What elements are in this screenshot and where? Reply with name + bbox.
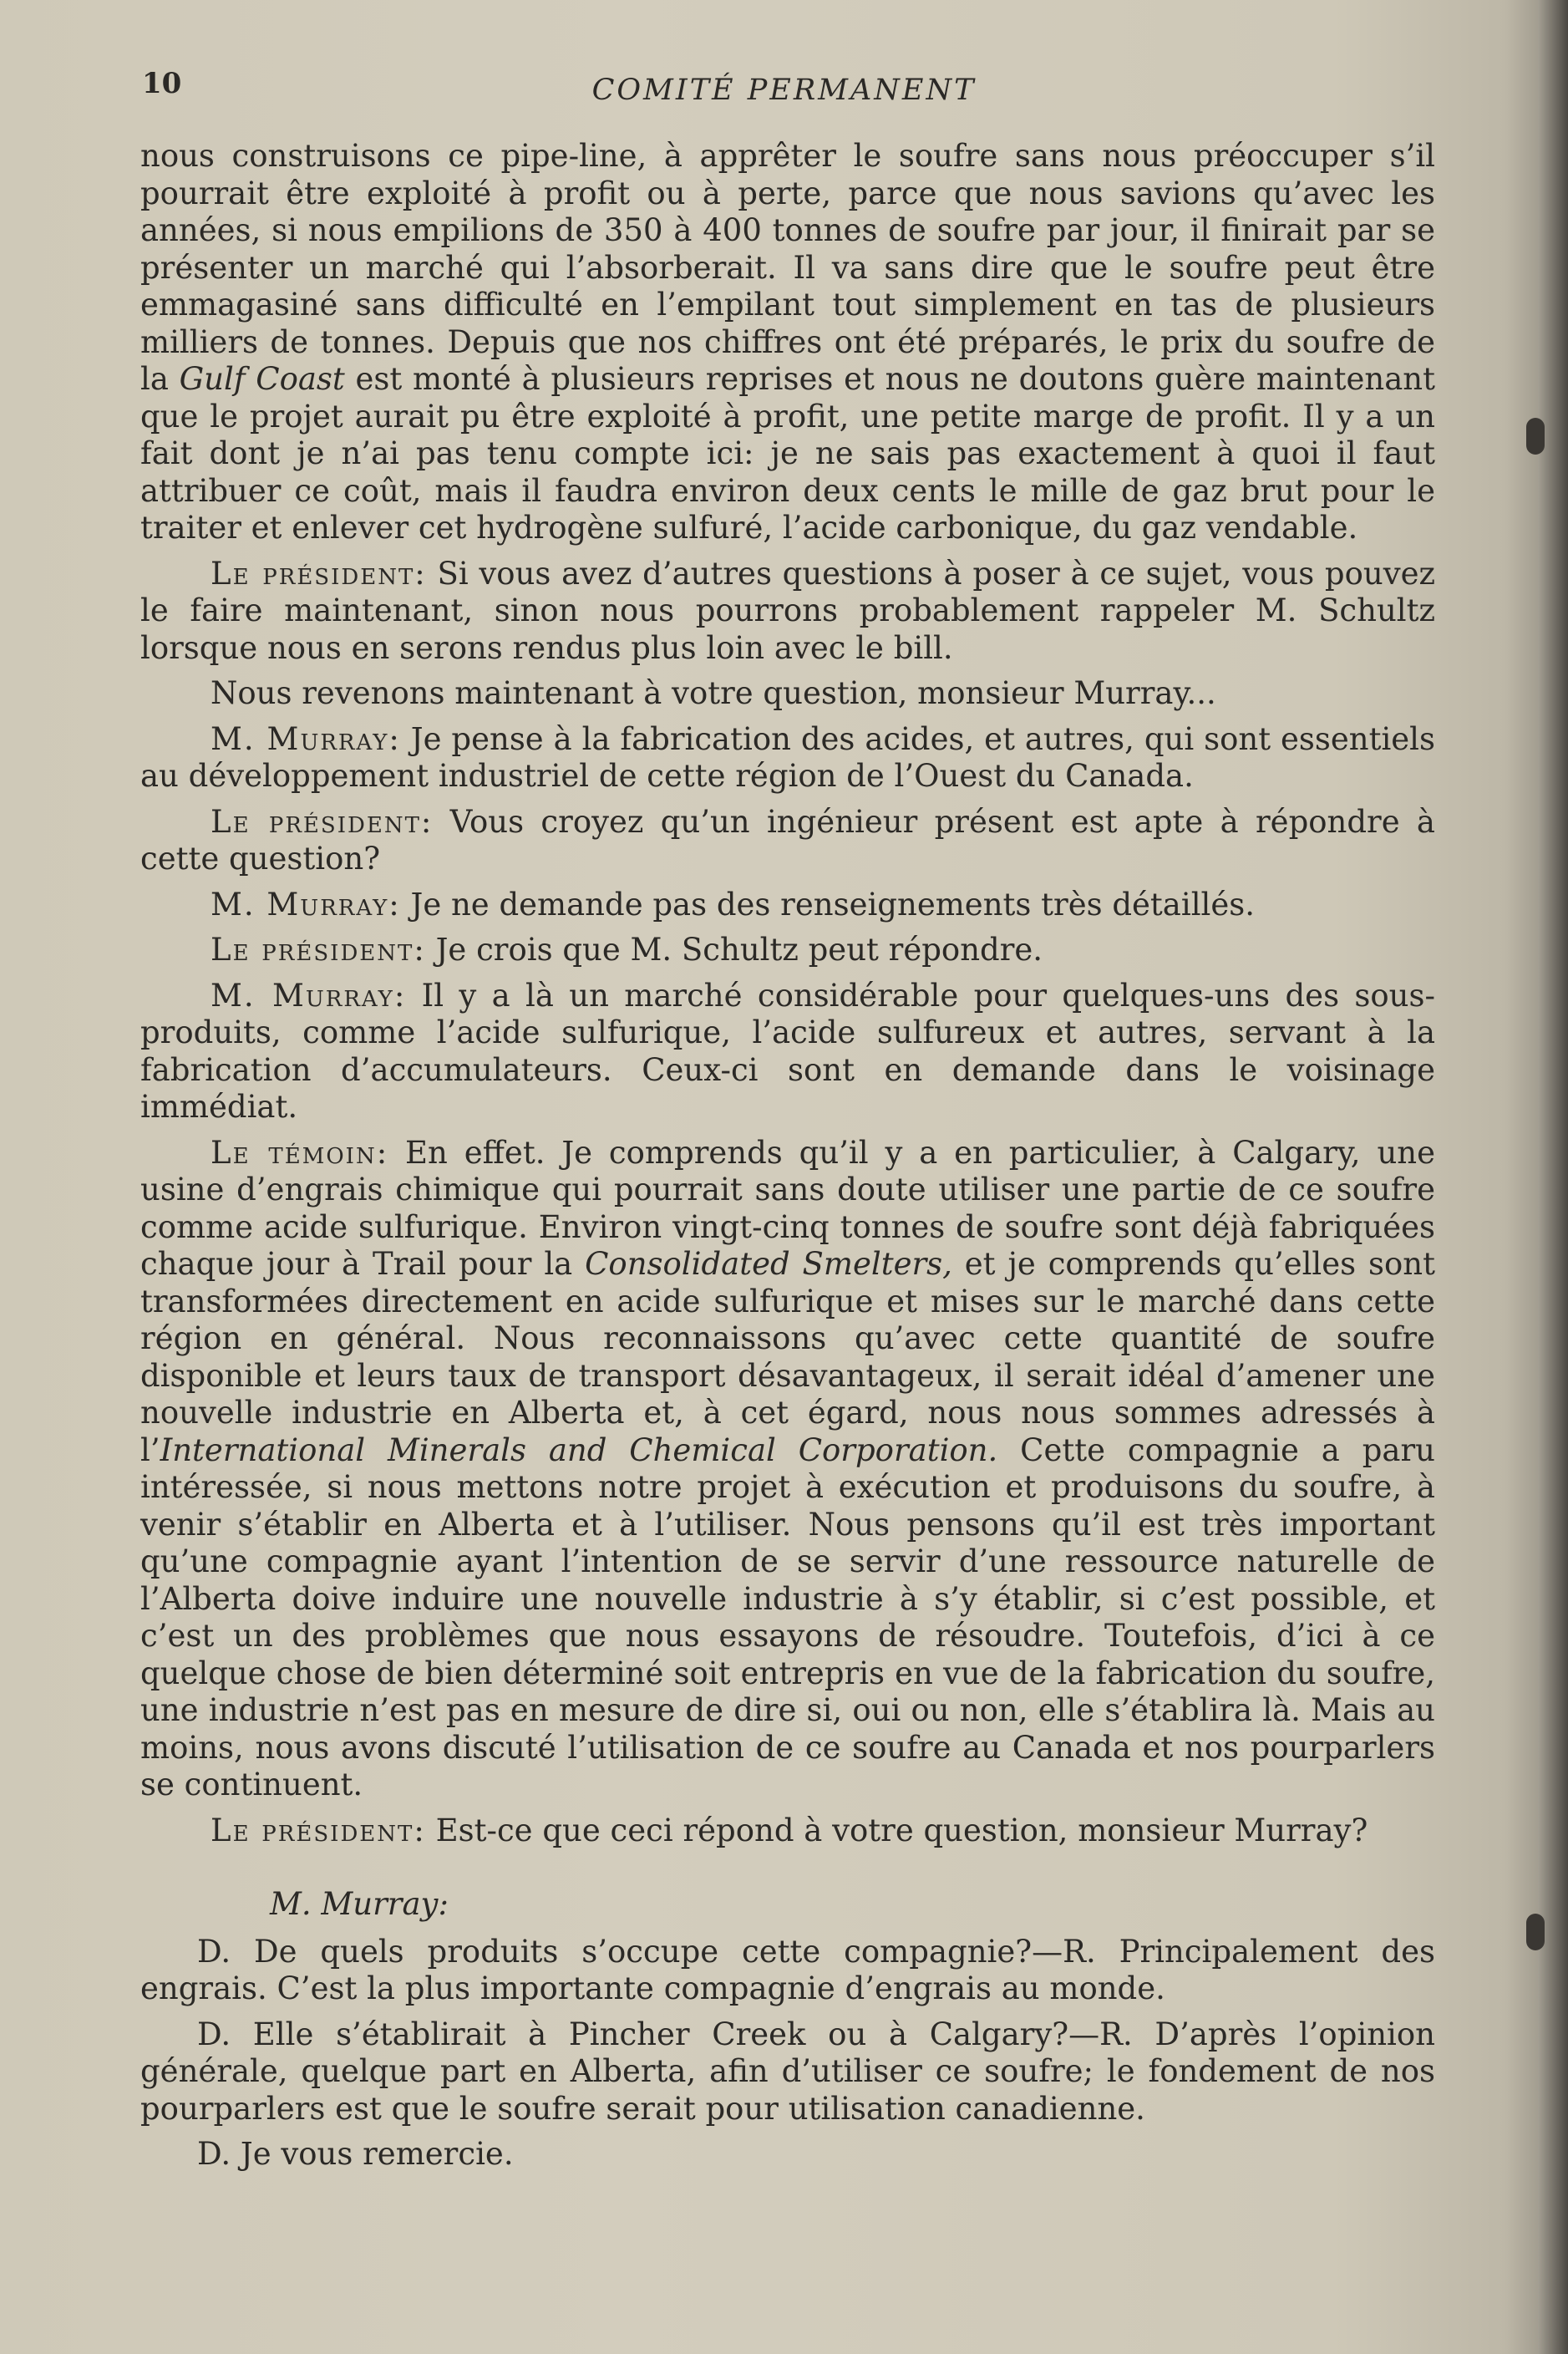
speaker-label: Le témoin:: [211, 1134, 389, 1171]
question-answer: D. Elle s’établirait à Pincher Creek ou à Calgary?—R. D’après l’opinion générale, quelque part en Alberta, afin d’utiliser ce soufre; le fondement de nos pourparlers est que le soufre serait pour utilisation canadienne.: [140, 2016, 1435, 2127]
speaker-label: M. Murray:: [211, 720, 401, 757]
text-segment: Je crois que M. Schultz peut répondre.: [425, 932, 1043, 968]
paragraph: [140, 721, 1435, 796]
running-title: COMITÉ PERMANENT: [591, 74, 977, 107]
transcript-body: [140, 138, 1435, 2182]
binding-ring: [1526, 1914, 1545, 1950]
speaker-label: Le président:: [211, 932, 426, 968]
question-answer-list: [140, 1934, 1435, 2174]
question-answer: D. Je vous remercie.: [197, 2136, 514, 2172]
text-segment: Nous revenons maintenant à votre question, monsieur Murray...: [211, 675, 1216, 711]
text-segment: Il y a là un marché considérable pour quelques-uns des sous-produits, comme l’acide sulfurique, l’acide sulfureux et autres, servant à la fabrication d’accumulateurs. Ceux-ci sont en demande dans le voisinage immédiat.: [140, 977, 1435, 1125]
italic-text: Consolidated Smelters,: [585, 1246, 952, 1282]
text-segment: Cette compagnie a paru intéressée, si nous mettons notre projet à exécution et produisons du soufre, à venir s’établir en Alberta et à l’utiliser. Nous pensons qu’il est très important qu’une compagnie ayant l’intention de se servir d’une ressource naturelle de l’Alberta doive induire une nouvelle industrie à s’y établir, si c’est possible, et c’est un des problèmes que nous essayons de résoudre. Toutefois, d’ici à ce quelque chose de bien déterminé soit entrepris en vue de la fabrication du soufre, une industrie n’est pas en mesure de dire si, oui ou non, elle s’établira là. Mais au moins, nous avons discuté l’utilisation de ce soufre au Canada et nos pourparlers se continuent.: [140, 1431, 1435, 1802]
binding-ring: [1526, 418, 1545, 455]
text-segment: et je comprends qu’elles sont transformées directement en acide sulfurique et mises sur le marché dans cette région en général. Nous reconnaissons qu’avec cette quantité de soufre disponible et leurs taux de transport désavantageux, il serait idéal d’amener une nouvelle industrie en Alberta et, à cet égard, nous nous sommes adressés à l’: [140, 1246, 1435, 1468]
paragraph-list: [140, 138, 1435, 1849]
paragraph: [140, 675, 1435, 713]
text-segment: nous construisons ce pipe-line, à apprêter le soufre sans nous préoccuper s’il pourrait être exploité à profit ou à perte, parce que nous savions qu’avec les années, si nous empilions de 350 à 400 tonnes de soufre par jour, il finirait par se présenter un marché qui l’absorberait. Il va sans dire que le soufre peut être emmagasiné sans difficulté en l’empilant tout simplement en tas de plusieurs milliers de tonnes. Depuis que nos chiffres ont été préparés, le prix du soufre de la: [140, 138, 1435, 397]
speaker-label: M. Murray:: [211, 977, 407, 1014]
binding-gutter: [1538, 0, 1568, 2354]
paragraph: [140, 138, 1435, 547]
paragraph: [140, 1813, 1435, 1850]
text-segment: Si vous avez d’autres questions à poser à ce sujet, vous pouvez le faire maintenant, sinon nous pourrons probablement rappeler M. Schultz lorsque nous en serons rendus plus loin avec le bill.: [140, 555, 1435, 666]
speaker-label: M. Murray:: [211, 886, 401, 923]
text-segment: Je pense à la fabrication des acides, et autres, qui sont essentiels au développement industriel de cette région de l’Ouest du Canada.: [140, 720, 1435, 794]
speaker-label: Le président:: [211, 1812, 426, 1848]
italic-text: Gulf Coast: [179, 361, 345, 397]
paragraph: [140, 804, 1435, 878]
paragraph: [140, 932, 1435, 969]
italic-text: International Minerals and Chemical Corporation.: [160, 1431, 998, 1468]
speaker-label: Le président:: [211, 803, 434, 840]
text-segment: Est-ce que ceci répond à votre question, monsieur Murray?: [425, 1812, 1368, 1848]
text-segment: Vous croyez qu’un ingénieur présent est apte à répondre à cette question?: [140, 803, 1435, 877]
page-number: 10: [142, 67, 182, 100]
paragraph: [140, 556, 1435, 668]
paragraph: [140, 978, 1435, 1126]
text-segment: est monté à plusieurs reprises et nous ne doutons guère maintenant que le projet aurait pu être exploité à profit, une petite marge de profit. Il y a un fait dont je n’ai pas tenu compte ici: je ne sais pas exactement à quoi il faut attribuer ce coût, mais il faudra environ deux cents le mille de gaz brut pour le traiter et enlever cet hydrogène sulfuré, l’acide carbonique, du gaz vendable.: [140, 361, 1435, 546]
text-segment: Je ne demande pas des renseignements très détaillés.: [400, 886, 1256, 923]
paragraph: [140, 887, 1435, 924]
question-answer: D. De quels produits s’occupe cette compagnie?—R. Principalement des engrais. C’est la plus importante compagnie d’engrais au monde.: [140, 1933, 1435, 2006]
text-segment: En effet. Je comprends qu’il y a en particulier, à Calgary, une usine d’engrais chimique qui pourrait sans doute utiliser une partie de ce soufre comme acide sulfurique. Environ vingt-cinq tonnes de soufre sont déjà fabriquées chaque jour à Trail pour la: [140, 1134, 1435, 1282]
examination-heading: M. Murray:: [270, 1886, 449, 1922]
speaker-label: Le président:: [211, 555, 427, 592]
paragraph: [140, 1135, 1435, 1804]
